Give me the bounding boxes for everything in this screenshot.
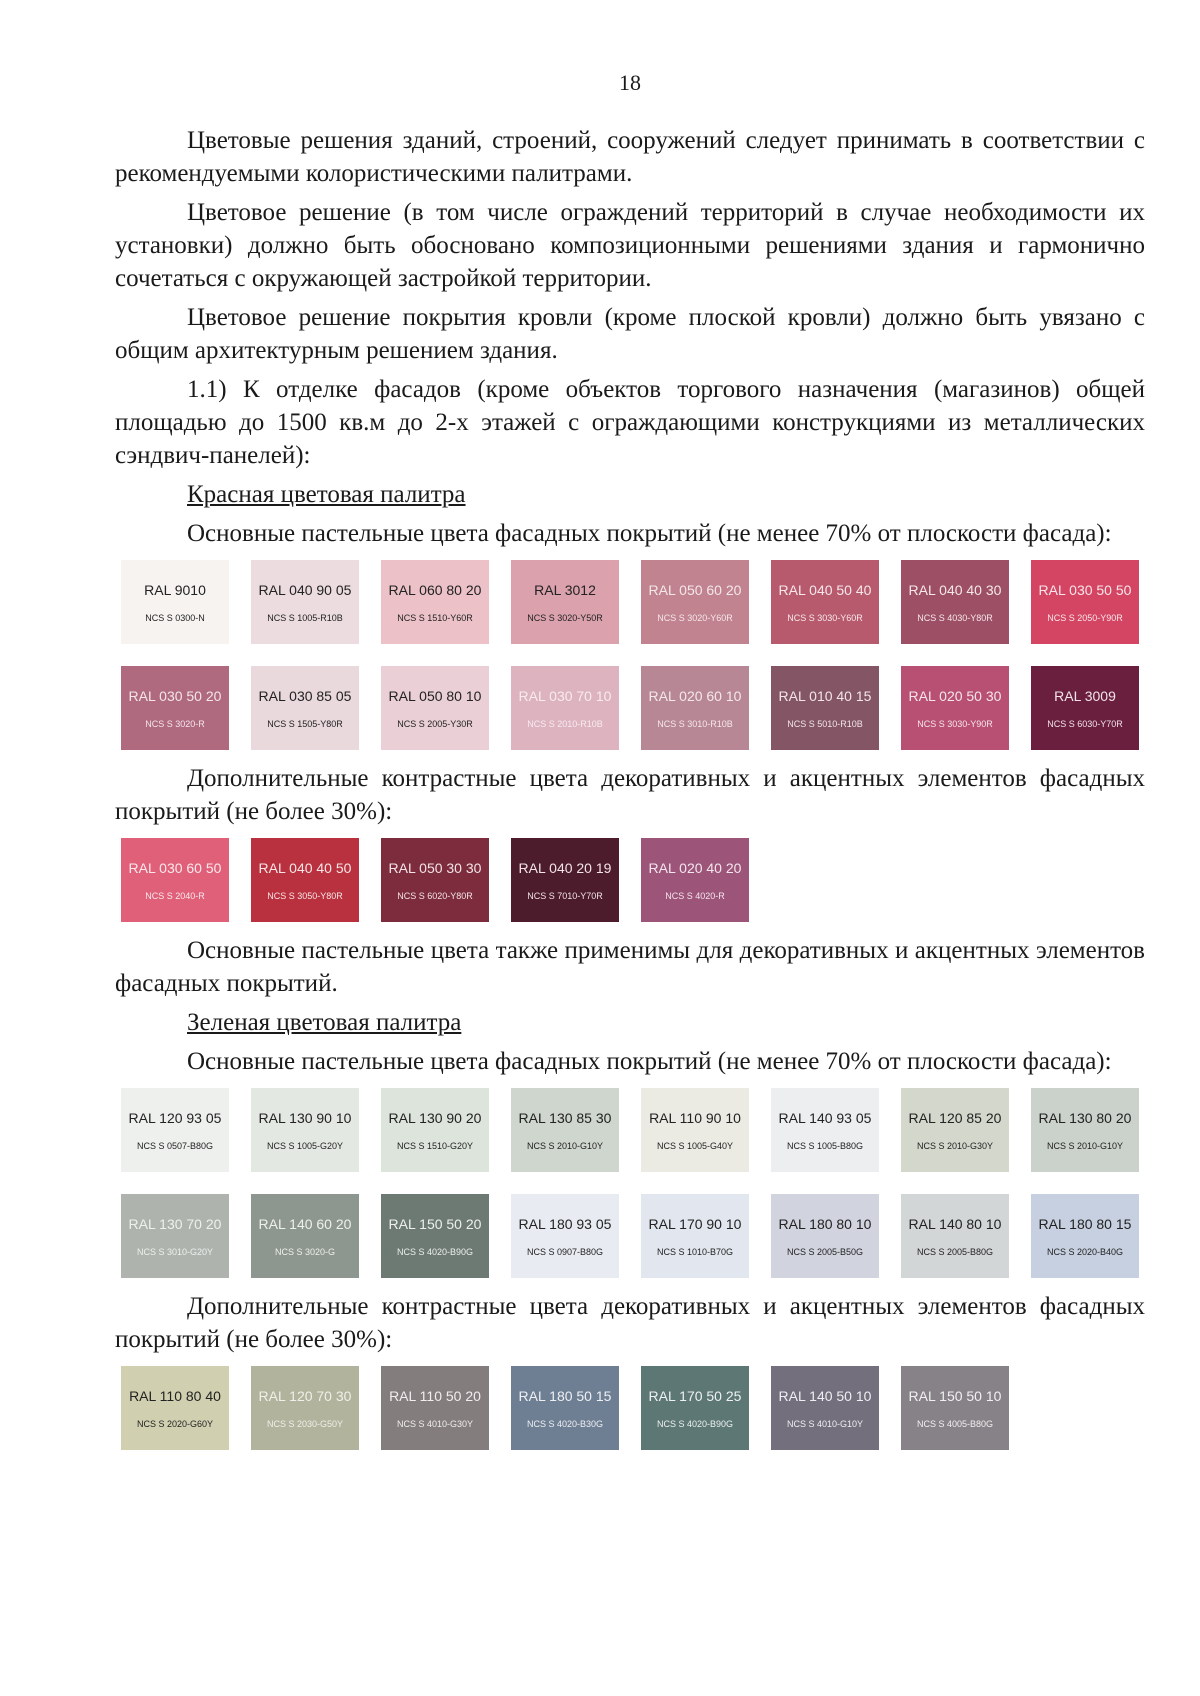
swatch-ral-code: RAL 020 60 10	[648, 687, 742, 704]
color-swatch	[381, 560, 489, 644]
swatch-ral-code: RAL 030 50 50	[1038, 581, 1132, 598]
swatch-ral-code: RAL 040 20 19	[518, 859, 612, 876]
color-swatch	[511, 1088, 619, 1172]
swatch-ral-code: RAL 030 60 50	[128, 859, 222, 876]
swatch-ncs-code: NCS S 4020-R	[665, 890, 725, 901]
red-main-colors-text: Основные пастельные цвета фасадных покрытий (не менее 70% от плоскости фасада):	[187, 520, 1112, 547]
swatch-ncs-code: NCS S 3030-Y90R	[917, 718, 993, 729]
color-swatch	[641, 666, 749, 750]
swatch-ral-code: RAL 050 80 10	[388, 687, 482, 704]
color-swatch	[771, 1194, 879, 1278]
color-swatch	[121, 666, 229, 750]
swatch-ncs-code: NCS S 3030-Y60R	[787, 612, 863, 623]
color-swatch	[251, 838, 359, 922]
swatch-ral-code: RAL 030 85 05	[258, 687, 352, 704]
swatch-ncs-code: NCS S 2010-G30Y	[916, 1140, 994, 1151]
red-main-swatch-grid	[115, 560, 1145, 750]
swatch-ncs-code: NCS S 2020-B40G	[1046, 1246, 1124, 1257]
swatch-ral-code: RAL 3012	[534, 581, 596, 598]
swatch-ral-code: RAL 130 90 20	[388, 1109, 482, 1126]
color-swatch	[1031, 666, 1139, 750]
swatch-ncs-code: NCS S 1510-G20Y	[396, 1140, 474, 1151]
swatch-ncs-code: NCS S 0907-B80G	[526, 1246, 604, 1257]
color-swatch	[251, 1088, 359, 1172]
swatch-ncs-code: NCS S 2050-Y90R	[1047, 612, 1123, 623]
swatch-ncs-code: NCS S 2005-Y30R	[397, 718, 473, 729]
swatch-ral-code: RAL 020 40 20	[648, 859, 742, 876]
swatch-ral-code: RAL 110 80 40	[129, 1387, 221, 1404]
swatch-ral-code: RAL 040 40 30	[908, 581, 1002, 598]
red-extra-swatch-grid	[115, 838, 1145, 922]
swatch-ncs-code: NCS S 1010-B70G	[656, 1246, 734, 1257]
swatch-ncs-code: NCS S 2020-G60Y	[136, 1418, 214, 1429]
swatch-ncs-code: NCS S 6030-Y70R	[1047, 718, 1123, 729]
swatch-ncs-code: NCS S 5010-R10B	[787, 718, 863, 729]
green-extra-colors-text: Дополнительные контрастные цвета декоративных и акцентных элементов фасадных покрытий (не более 30%):	[115, 1293, 1145, 1353]
swatch-row	[121, 838, 1145, 922]
swatch-ncs-code: NCS S 1005-B80G	[786, 1140, 864, 1151]
paragraph-roof-color: Цветовое решение покрытия кровли (кроме плоской кровли) должно быть увязано с общим архитектурным решением здания.	[115, 304, 1145, 364]
swatch-ncs-code: NCS S 1005-G20Y	[266, 1140, 344, 1151]
color-swatch	[511, 1194, 619, 1278]
swatch-ral-code: RAL 150 50 20	[388, 1215, 482, 1232]
color-swatch	[121, 1366, 229, 1450]
swatch-ral-code: RAL 120 85 20	[908, 1109, 1002, 1126]
color-swatch	[511, 666, 619, 750]
color-swatch	[1031, 1194, 1139, 1278]
swatch-ral-code: RAL 120 70 30	[258, 1387, 352, 1404]
swatch-ncs-code: NCS S 2010-R10B	[527, 718, 603, 729]
swatch-ncs-code: NCS S 2010-G10Y	[526, 1140, 604, 1151]
color-swatch	[641, 560, 749, 644]
color-swatch	[511, 1366, 619, 1450]
swatch-ncs-code: NCS S 3020-R	[145, 718, 205, 729]
swatch-ncs-code: NCS S 0507-B80G	[136, 1140, 214, 1151]
color-swatch	[511, 838, 619, 922]
swatch-ral-code: RAL 060 80 20	[388, 581, 482, 598]
color-swatch	[251, 560, 359, 644]
paragraph-fence-color: Цветовое решение (в том числе ограждений территорий в случае необходимости их установки) должно быть обосновано композиционными решениями здания и гармонично сочетаться с окружающей застройкой территории.	[115, 199, 1145, 292]
swatch-ncs-code: NCS S 4020-B90G	[396, 1246, 474, 1257]
document-body	[115, 124, 1145, 1462]
swatch-ncs-code: NCS S 0300-N	[145, 612, 205, 623]
swatch-ncs-code: NCS S 4020-B90G	[656, 1418, 734, 1429]
green-extra-swatch-grid	[115, 1366, 1145, 1450]
swatch-ral-code: RAL 170 90 10	[648, 1215, 742, 1232]
swatch-ncs-code: NCS S 3050-Y80R	[267, 890, 343, 901]
swatch-ncs-code: NCS S 4030-Y80R	[917, 612, 993, 623]
color-swatch	[381, 1366, 489, 1450]
swatch-ncs-code: NCS S 2005-B50G	[786, 1246, 864, 1257]
color-swatch	[901, 1194, 1009, 1278]
color-swatch	[121, 1088, 229, 1172]
color-swatch	[641, 1194, 749, 1278]
swatch-ncs-code: NCS S 2010-G10Y	[1046, 1140, 1124, 1151]
swatch-ncs-code: NCS S 3020-Y60R	[657, 612, 733, 623]
swatch-ncs-code: NCS S 2005-B80G	[916, 1246, 994, 1257]
swatch-ncs-code: NCS S 3020-G	[274, 1246, 336, 1257]
color-swatch	[121, 560, 229, 644]
color-swatch	[121, 838, 229, 922]
swatch-ral-code: RAL 140 60 20	[258, 1215, 352, 1232]
swatch-ncs-code: NCS S 4010-G30Y	[396, 1418, 474, 1429]
color-swatch	[771, 666, 879, 750]
color-swatch	[641, 1088, 749, 1172]
swatch-ral-code: RAL 050 60 20	[648, 581, 742, 598]
swatch-ncs-code: NCS S 3010-R10B	[657, 718, 733, 729]
color-swatch	[381, 1088, 489, 1172]
swatch-ncs-code: NCS S 3010-G20Y	[136, 1246, 214, 1257]
color-swatch	[771, 1366, 879, 1450]
swatch-ncs-code: NCS S 4005-B80G	[916, 1418, 994, 1429]
color-swatch	[251, 666, 359, 750]
color-swatch	[511, 560, 619, 644]
swatch-ncs-code: NCS S 7010-Y70R	[527, 890, 603, 901]
swatch-ral-code: RAL 180 93 05	[518, 1215, 612, 1232]
color-swatch	[251, 1194, 359, 1278]
swatch-ncs-code: NCS S 6020-Y80R	[397, 890, 473, 901]
color-swatch	[1031, 560, 1139, 644]
swatch-ral-code: RAL 110 50 20	[389, 1387, 481, 1404]
green-palette-heading: Зеленая цветовая палитра	[187, 1009, 462, 1036]
swatch-ncs-code: NCS S 4020-B30G	[526, 1418, 604, 1429]
swatch-ral-code: RAL 010 40 15	[778, 687, 872, 704]
swatch-ncs-code: NCS S 1510-Y60R	[397, 612, 473, 623]
swatch-ral-code: RAL 9010	[144, 581, 206, 598]
swatch-ral-code: RAL 130 70 20	[128, 1215, 222, 1232]
swatch-ral-code: RAL 140 93 05	[778, 1109, 872, 1126]
color-swatch	[901, 560, 1009, 644]
swatch-row	[121, 560, 1145, 644]
color-swatch	[381, 666, 489, 750]
paragraph-color-solutions: Цветовые решения зданий, строений, сооружений следует принимать в соответствии с рекомендуемыми колористическими палитрами.	[115, 127, 1145, 187]
swatch-ral-code: RAL 140 80 10	[908, 1215, 1002, 1232]
red-note-text: Основные пастельные цвета также применимы для декоративных и акцентных элементов фасадных покрытий.	[115, 937, 1145, 997]
color-swatch	[901, 1366, 1009, 1450]
swatch-ral-code: RAL 030 50 20	[128, 687, 222, 704]
green-main-swatch-grid	[115, 1088, 1145, 1278]
swatch-ral-code: RAL 040 90 05	[258, 581, 352, 598]
swatch-ral-code: RAL 120 93 05	[128, 1109, 222, 1126]
swatch-ncs-code: NCS S 4010-G10Y	[786, 1418, 864, 1429]
swatch-ncs-code: NCS S 2040-R	[145, 890, 205, 901]
swatch-row	[121, 1088, 1145, 1172]
color-swatch	[251, 1366, 359, 1450]
swatch-row	[121, 1194, 1145, 1278]
swatch-ral-code: RAL 020 50 30	[908, 687, 1002, 704]
swatch-ncs-code: NCS S 2030-G50Y	[266, 1418, 344, 1429]
swatch-ral-code: RAL 050 30 30	[388, 859, 482, 876]
swatch-ncs-code: NCS S 3020-Y50R	[527, 612, 603, 623]
swatch-ral-code: RAL 130 80 20	[1038, 1109, 1132, 1126]
swatch-ral-code: RAL 130 85 30	[518, 1109, 612, 1126]
color-swatch	[381, 838, 489, 922]
swatch-ncs-code: NCS S 1005-G40Y	[656, 1140, 734, 1151]
color-swatch	[901, 666, 1009, 750]
swatch-ral-code: RAL 130 90 10	[258, 1109, 352, 1126]
swatch-ral-code: RAL 180 80 10	[778, 1215, 872, 1232]
color-swatch	[641, 838, 749, 922]
color-swatch	[1031, 1088, 1139, 1172]
page-number: 18	[619, 70, 641, 95]
color-swatch	[901, 1088, 1009, 1172]
swatch-ral-code: RAL 150 50 10	[908, 1387, 1002, 1404]
swatch-row	[121, 1366, 1145, 1450]
swatch-ral-code: RAL 040 40 50	[258, 859, 352, 876]
swatch-ral-code: RAL 140 50 10	[778, 1387, 872, 1404]
swatch-ral-code: RAL 180 80 15	[1038, 1215, 1132, 1232]
swatch-ral-code: RAL 180 50 15	[518, 1387, 612, 1404]
swatch-ral-code: RAL 3009	[1054, 687, 1116, 704]
paragraph-facade-finishing: 1.1) К отделке фасадов (кроме объектов торгового назначения (магазинов) общей площадью до 1500 кв.м до 2-х этажей с ограждающими конструкциями из металлических сэндвич-панелей):	[115, 376, 1145, 469]
swatch-ral-code: RAL 110 90 10	[649, 1109, 741, 1126]
swatch-ral-code: RAL 170 50 25	[648, 1387, 742, 1404]
swatch-row	[121, 666, 1145, 750]
color-swatch	[641, 1366, 749, 1450]
color-swatch	[121, 1194, 229, 1278]
color-swatch	[381, 1194, 489, 1278]
swatch-ncs-code: NCS S 1005-R10B	[267, 612, 343, 623]
swatch-ral-code: RAL 040 50 40	[778, 581, 872, 598]
color-swatch	[771, 1088, 879, 1172]
green-main-colors-text: Основные пастельные цвета фасадных покрытий (не менее 70% от плоскости фасада):	[187, 1048, 1112, 1075]
color-swatch	[771, 560, 879, 644]
swatch-ral-code: RAL 030 70 10	[518, 687, 612, 704]
red-palette-heading: Красная цветовая палитра	[187, 481, 466, 508]
swatch-ncs-code: NCS S 1505-Y80R	[267, 718, 343, 729]
red-extra-colors-text: Дополнительные контрастные цвета декоративных и акцентных элементов фасадных покрытий (не более 30%):	[115, 765, 1145, 825]
